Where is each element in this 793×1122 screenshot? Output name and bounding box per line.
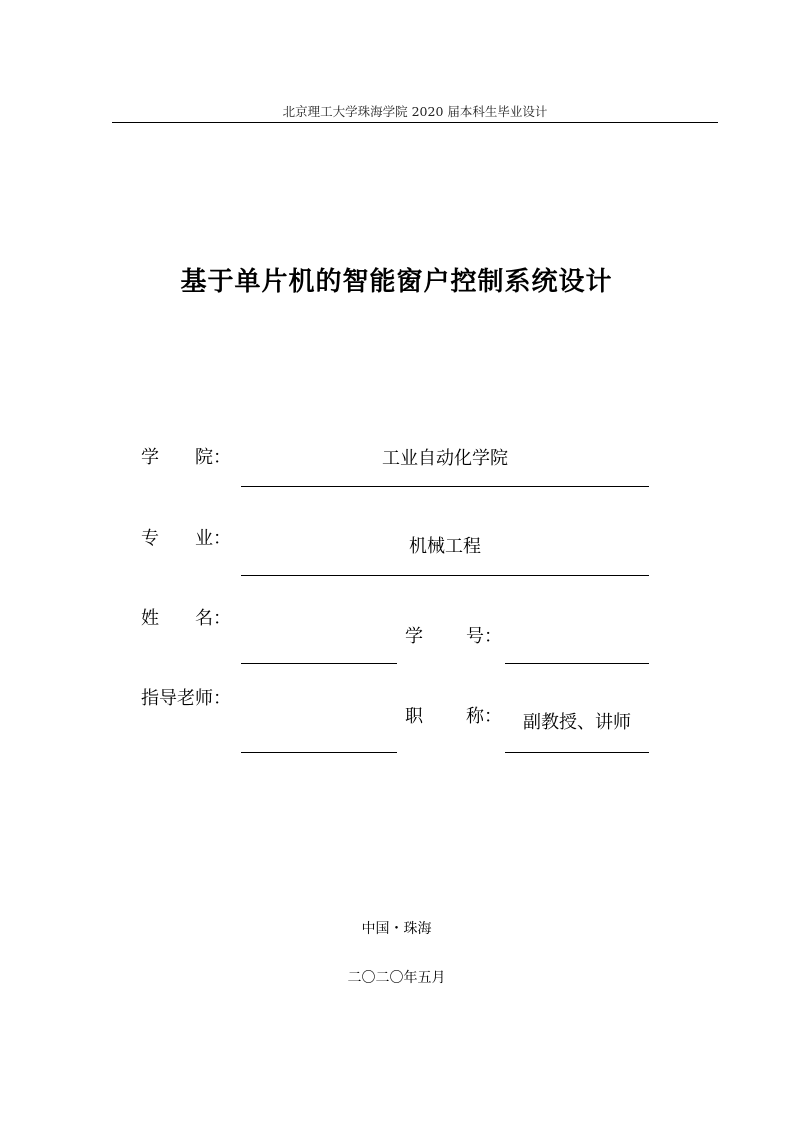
student-id-underline (505, 663, 649, 664)
thesis-title: 基于单片机的智能窗户控制系统设计 (180, 267, 613, 297)
professional-title-label (405, 705, 502, 729)
major-label-char-1: 专 (141, 528, 159, 549)
professional-title-label-char-1: 职 (405, 706, 423, 727)
running-header: 北京理工大学珠海学院 2020 届本科生毕业设计 (282, 104, 548, 119)
student-id-label-char-2: 号： (466, 626, 502, 647)
major-underline (241, 575, 649, 576)
student-id-label-char-1: 学 (405, 626, 423, 647)
student-id-label (405, 625, 502, 649)
professional-title-value: 副教授、讲师 (523, 712, 631, 733)
college-label (141, 446, 231, 470)
name-underline (241, 663, 397, 664)
name-label-char-2: 名： (195, 608, 231, 629)
major-value: 机械工程 (409, 536, 481, 557)
college-label-char-1: 学 (141, 447, 159, 468)
college-value: 工业自动化学院 (382, 448, 508, 469)
professional-title-underline (505, 752, 649, 753)
college-underline (241, 486, 649, 487)
professional-title-label-char-2: 称： (466, 706, 502, 727)
major-label (141, 527, 231, 551)
college-label-char-2: 院： (195, 447, 231, 468)
advisor-label: 指导老师： (141, 688, 231, 709)
name-label (141, 607, 231, 631)
header-rule (112, 122, 718, 123)
advisor-underline (241, 752, 397, 753)
major-label-char-2: 业： (195, 528, 231, 549)
date-line: 二〇二〇年五月 (347, 970, 446, 986)
name-label-char-1: 姓 (141, 608, 159, 629)
place-line: 中国・珠海 (361, 921, 432, 937)
